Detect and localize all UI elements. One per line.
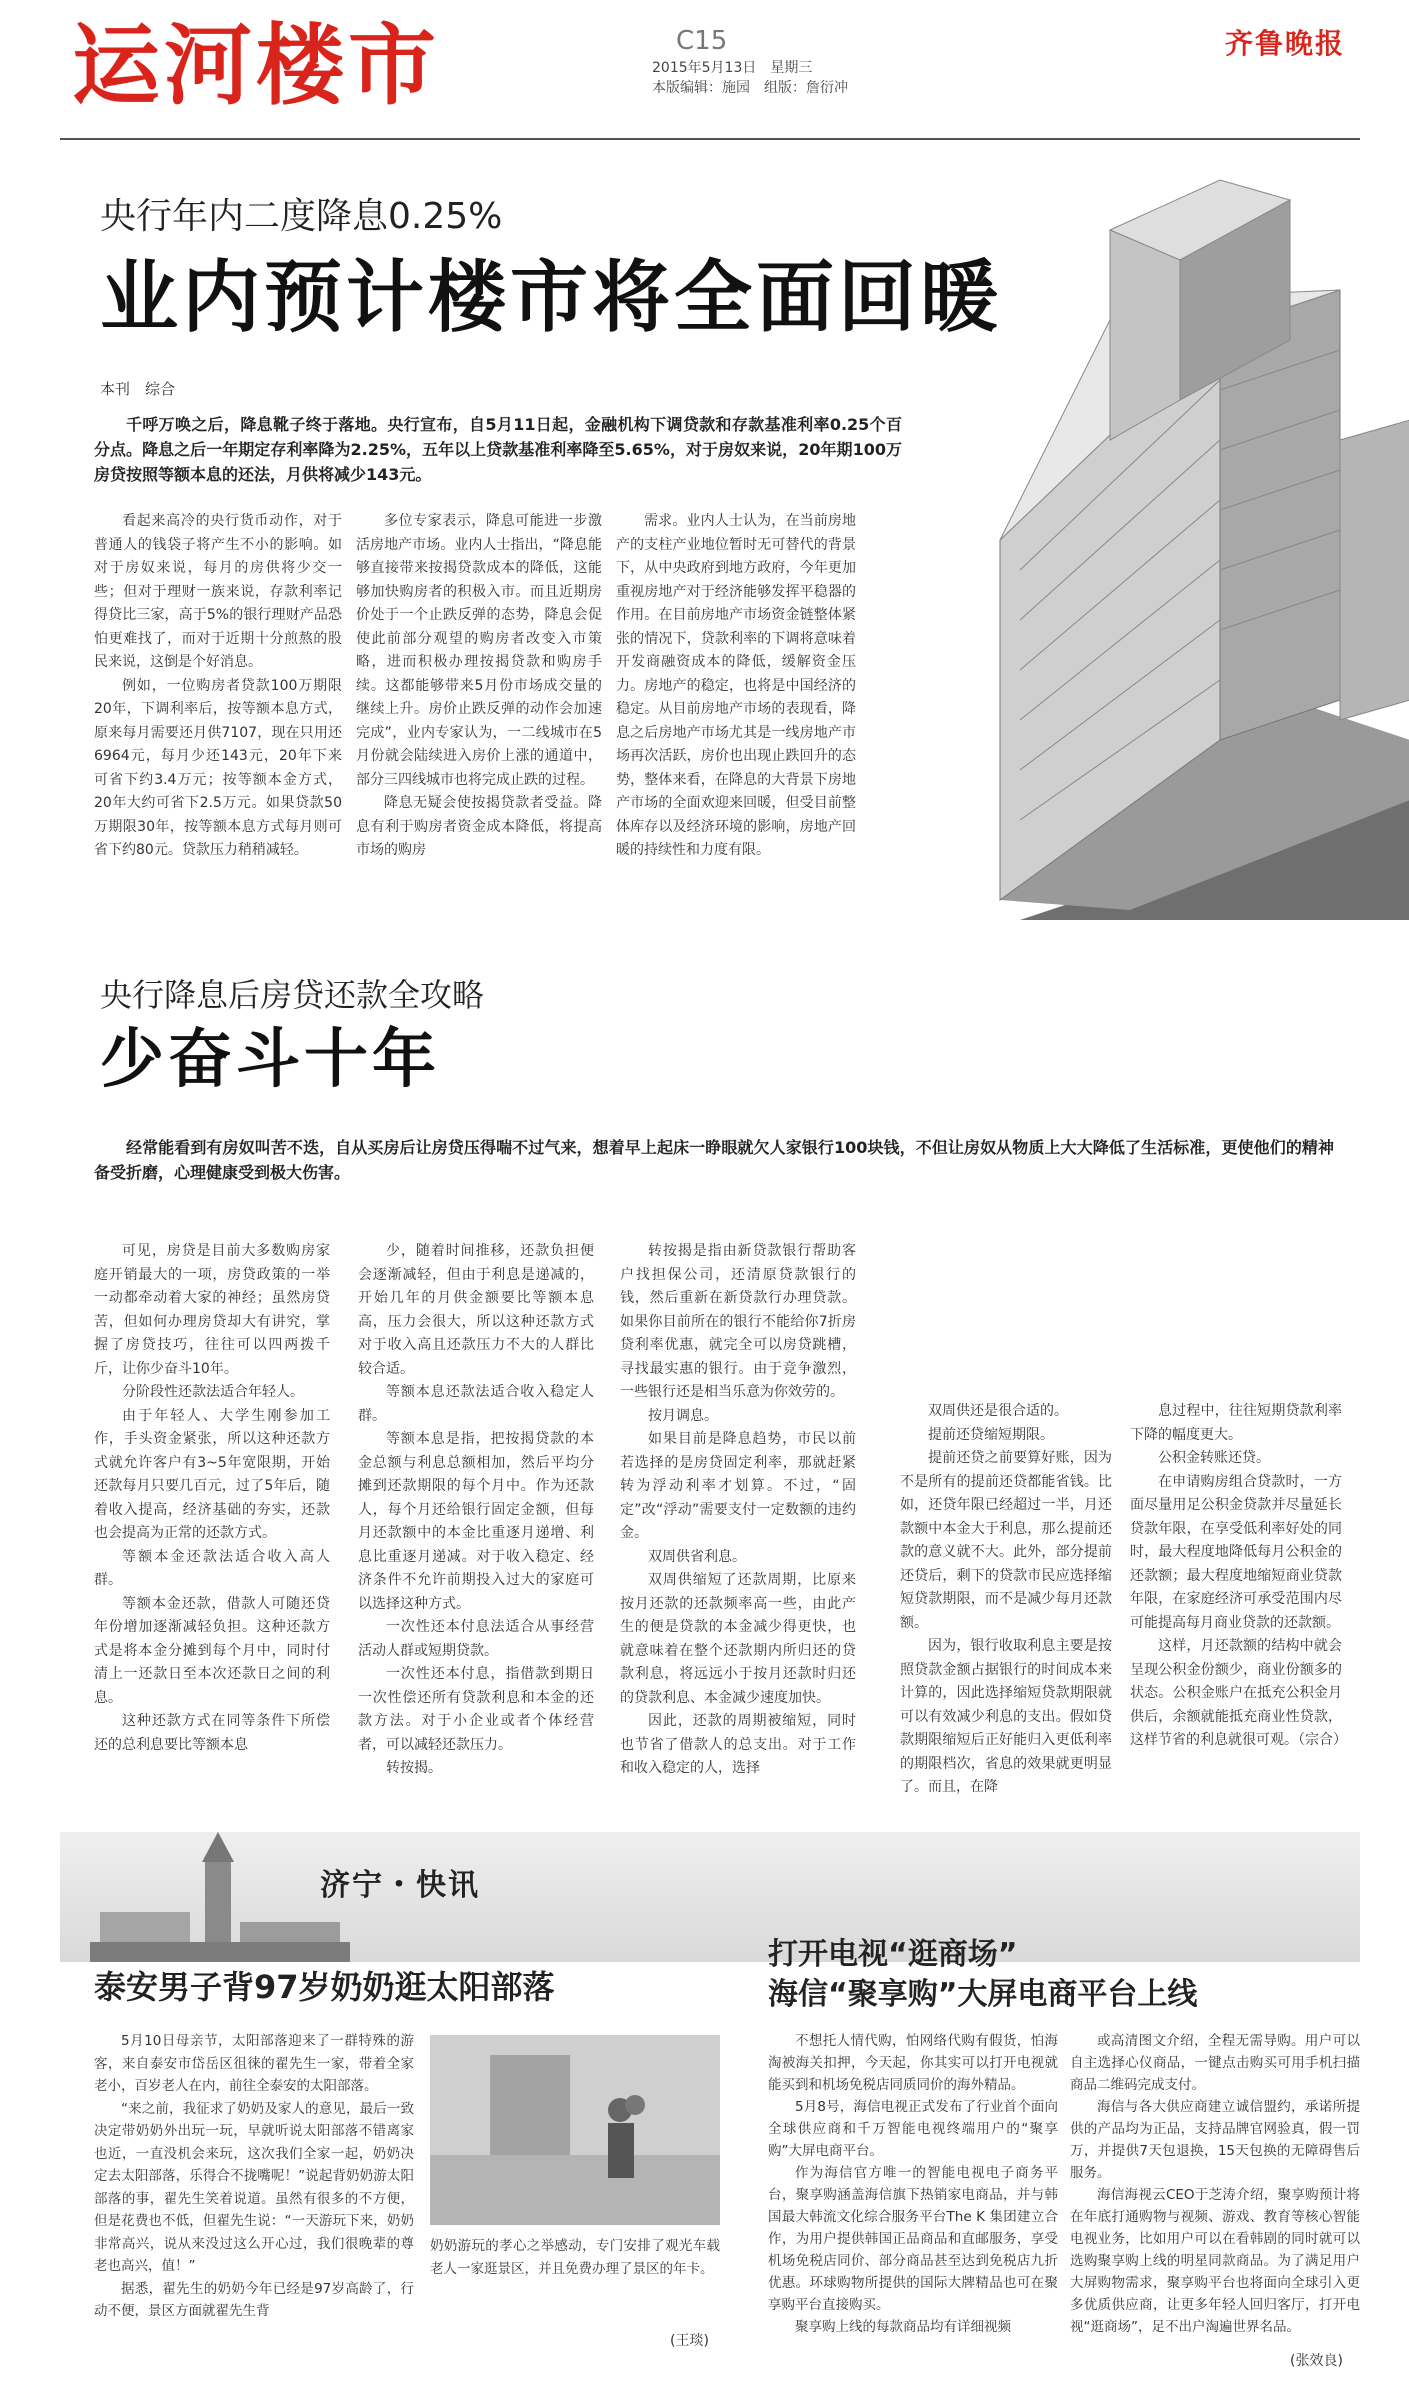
paragraph: 双周供省利息。: [648, 1548, 746, 1565]
article1-lead: 千呼万唤之后，降息靴子终于落地。央行宣布，自5月11日起，金融机构下调贷款和存款基准利率0.25个百分点。降息之后一年期定存利率降为2.25%，五年以上贷款基准利率降至5.65%，对于房奴来说，20年期100万房贷按照等额本息的还法，月供将减少143元。: [94, 415, 902, 484]
paragraph: 需求。业内人士认为，在当前房地产的支柱产业地位暂时无可替代的背景下，从中央政府到地方政府，今年更加重视房地产对于经济能够发挥平稳器的作用。在目前房地产市场资金链整体紧张的情况下，贷款利率的下调将意味着开发商融资成本的降低，缓解资金压力。房地产的稳定，也将是中国经济的稳定。从目前房地产市场的表现看，降息之后房地产市场尤其是一线房地产市场再次活跃，房价也出现止跌回升的态势，整体来看，在降息的大背景下房地产市场的全面欢迎来回暖，但受目前整体库存以及经济环境的影响，房地产回暖的持续性和力度有限。: [616, 513, 856, 858]
paragraph: 5月8号，海信电视正式发布了行业首个面向全球供应商和千万智能电视终端用户的“聚享购”大屏电商平台。: [768, 2099, 1058, 2159]
paragraph: 或高清图文介绍，全程无需导购。用户可以自主选择心仪商品，一键点击购买可用手机扫描商品二维码完成支付。: [1070, 2033, 1360, 2093]
paragraph: 转按揭。: [386, 1760, 442, 1776]
paragraph: 双周供缩短了还款周期，比原来按月还款的还款频率高一些，由此产生的便是贷款的本金减少得更快，也就意味着在整个还款期内所归还的贷款利息，将远远小于按月还款时归还的贷款利息、本金减少速度加快。: [620, 1572, 856, 1706]
article2-column-1: [94, 1240, 330, 1757]
paragraph: 等额本金还款，借款人可随还贷年份增加逐渐减轻负担。这种还款方式是将本金分摊到每个月中，同时付清上一还款日至本次还款日之间的利息。: [94, 1595, 330, 1706]
paragraph: 因为，银行收取利息主要是按照贷款金额占据银行的时间成本来计算的，因此选择缩短贷款期限就可以有效减少利息的支出。假如贷款期限缩短后正好能归入更低利率的期限档次，省息的效果就更明显了。而且，在降: [900, 1638, 1112, 1795]
article2-headline: 少奋斗十年: [100, 1023, 440, 1097]
paragraph: 等额本息是指，把按揭贷款的本金总额与利息总额相加，然后平均分摊到还款期限的每个月中。作为还款人，每个月还给银行固定金额，但每月还款额中的本金比重逐月递增、利息比重逐月递减。对于收入稳定、经济条件不允许前期投入过大的家庭可以选择这种方式。: [358, 1431, 594, 1612]
article4-headline-line1: 打开电视“逛商场”: [768, 1937, 1018, 1972]
article1-byline: 本刊 综合: [100, 380, 176, 398]
article4-headline: [768, 1935, 1197, 2015]
paragraph: 看起来高冷的央行货币动作，对于普通人的钱袋子将产生不小的影响。如对于房奴来说，每月的房供将少交一些；但对于理财一族来说，存款利率记得贷比三家，高于5%的银行理财产品恐怕更难找了，而对于近期十分煎熬的股民来说，这倒是个好消息。: [94, 513, 342, 670]
article1-column-3: [616, 510, 856, 863]
article3-credit: (王琰): [670, 2333, 709, 2349]
city-skyline-image: [90, 1832, 350, 1962]
paragraph: 少，随着时间推移，还款负担便会逐渐减轻，但由于利息是递减的，开始几年的月供金额要比等额本息高，压力会很大，所以这种还款方式对于收入高且还款压力不大的人群比较合适。: [358, 1243, 594, 1377]
article1-headline: 业内预计楼市将全面回暖: [100, 253, 1003, 343]
paragraph: 息过程中，往往短期贷款利率下降的幅度更大。: [1130, 1403, 1342, 1443]
issue-date: 2015年5月13日 星期三: [652, 60, 813, 76]
article4-credit: (张效良): [1290, 2353, 1343, 2369]
article4-column-2: [1070, 2030, 1360, 2338]
paragraph: 分阶段性还款法适合年轻人。: [122, 1384, 304, 1400]
paragraph: 聚享购上线的每款商品均有详细视频: [795, 2319, 1011, 2335]
article1-column-2: [356, 510, 602, 863]
paragraph: 这种还款方式在同等条件下所偿还的总利息要比等额本息: [94, 1713, 330, 1753]
newspaper-brand: 齐鲁晚报: [1225, 27, 1346, 60]
article1-kicker: 央行年内二度降息0.25%: [100, 196, 503, 237]
article3-caption: 奶奶游玩的孝心之举感动，专门安排了观光车载老人一家逛景区，并且免费办理了景区的年卡。: [430, 2238, 720, 2277]
paragraph: 例如，一位购房者贷款100万期限20年，下调利率后，按等额本息方式，原来每月需要还月供7107，现在只用还6964元，每月少还143元，20年下来可省下约3.4万元；按等额本金方式，20年大约可省下2.5万元。如果贷款50万期限30年，按等额本息方式每月则可省下约80元。贷款压力稍稍减轻。: [94, 677, 342, 858]
article2-kicker: 央行降息后房贷还款全攻略: [100, 976, 485, 1014]
paragraph: 一次性还本付息，指借款到期日一次性偿还所有贷款利息和本金的还款方法。对于小企业或者个体经营者，可以减轻还款压力。: [358, 1666, 594, 1753]
paragraph: 海信与各大供应商建立诚信盟约，承诺所提供的产品均为正品，支持品牌官网验真，假一罚万，并提供7天包退换，15天包换的无障碍售后服务。: [1070, 2099, 1360, 2181]
paragraph: 一次性还本付息法适合从事经营活动人群或短期贷款。: [358, 1619, 594, 1659]
paragraph: 双周供还是很合适的。: [928, 1403, 1068, 1419]
article2-column-4: [900, 1400, 1112, 1800]
paragraph: 由于年轻人、大学生刚参加工作，手头资金紧张，所以这种还款方式就允许客户有3~5年宽限期，开始还款每月只要几百元，过了5年后，随着收入提高，经济基础的夯实，还款也会提高为正常的还款方式。: [94, 1407, 330, 1541]
section-label: 济宁・快讯: [320, 1868, 480, 1903]
article2-column-5: [1130, 1400, 1347, 1753]
article4-column-1: [768, 2030, 1058, 2338]
paragraph: 按月调息。: [648, 1407, 718, 1424]
paragraph: 等额本息还款法适合收入稳定人群。: [358, 1384, 594, 1424]
page-number: C15: [676, 26, 728, 56]
paragraph: 提前还贷之前要算好账，因为不是所有的提前还贷都能省钱。比如，还贷年限已经超过一半，月还款额中本金大于利息，那么提前还款的意义就不大。此外，部分提前还贷后，剩下的贷款市民应选择缩短贷款期限，而不是减少每月还款额。: [900, 1450, 1112, 1631]
paragraph: 海信海视云CEO于芝涛介绍，聚享购预计将在年底打通购物与视频、游戏、教育等核心智能电视业务，比如用户可以在看韩剧的同时就可以选购聚享购上线的明星同款商品。为了满足用户大屏购物需求，聚享购平台也将面向全球引入更多优质供应商，让更多年轻人回归客厅，打开电视“逛商场”，足不出户淘遍世界名品。: [1070, 2187, 1360, 2335]
paragraph: 降息无疑会使按揭贷款者受益。降息有利于购房者资金成本降低，将提高市场的购房: [356, 795, 602, 858]
article1-column-1: [94, 510, 342, 863]
paragraph: 在申请购房组合贷款时，一方面尽量用足公积金贷款并尽量延长贷款年限，在享受低利率好处的同时，最大程度地降低每月公积金的还款额；最大程度地缩短商业贷款年限，在家庭经济可承受范围内尽可能提高每月商业贷款的还款额。: [1130, 1473, 1342, 1631]
paragraph: 5月10日母亲节，太阳部落迎来了一群特殊的游客，来自泰安市岱岳区徂徕的翟先生一家，带着全家老小，百岁老人在内，前往全泰安的太阳部落。: [94, 2033, 414, 2094]
article2-column-3: [620, 1240, 856, 1781]
issue-meta: [652, 58, 848, 98]
paragraph: 不想托人情代购，怕网络代购有假货，怕海淘被海关扣押，今天起，你其实可以打开电视就能买到和机场免税店同质同价的海外精品。: [768, 2033, 1058, 2093]
grandmother-trip-photo: [430, 2035, 720, 2225]
article3-column-1: [94, 2030, 414, 2323]
paragraph: 可见，房贷是目前大多数购房家庭开销最大的一项，房贷政策的一举一动都牵动着大家的神经；虽然房贷苦，但如何办理房贷却大有讲究，掌握了房贷技巧，往往可以四两拨千斤，让你少奋斗10年。: [94, 1243, 330, 1377]
article2-lead: 经常能看到有房奴叫苦不迭，自从买房后让房贷压得喘不过气来，想着早上起床一睁眼就欠人家银行100块钱，不但让房奴从物质上大大降低了生活标准，更使他们的精神备受折磨，心理健康受到极大伤害。: [94, 1138, 1334, 1182]
paragraph: 转按揭是指由新贷款银行帮助客户找担保公司，还清原贷款银行的钱，然后重新在新贷款行办理贷款。如果你目前所在的银行不能给你7折房贷利率优惠，就完全可以房贷跳槽，寻找最实惠的银行。由于竞争激烈，一些银行还是相当乐意为你效劳的。: [620, 1243, 856, 1400]
paragraph: 等额本金还款法适合收入高人群。: [94, 1548, 330, 1588]
article2-column-2: [358, 1240, 594, 1781]
paragraph: 因此，还款的周期被缩短，同时也节省了借款人的总支出。对于工作和收入稳定的人，选择: [620, 1713, 856, 1776]
article3-headline: 泰安男子背97岁奶奶逛太阳部落: [94, 1968, 555, 2006]
article4-headline-line2: 海信“聚享购”大屏电商平台上线: [768, 1977, 1198, 2012]
paragraph: 这样，月还款额的结构中就会呈现公积金份额少，商业份额多的状态。公积金账户在抵充公积金月供后，余额就能抵充商业性贷款，这样节省的利息就很可观。（宗合）: [1130, 1638, 1347, 1748]
paragraph: 据悉，翟先生的奶奶今年已经是97岁高龄了，行动不便，景区方面就翟先生背: [94, 2280, 414, 2319]
building-illustration: [960, 140, 1409, 920]
paragraph: 多位专家表示，降息可能进一步激活房地产市场。业内人士指出，“降息能够直接带来按揭贷款成本的降低，这能够加快购房者的积极入市。而且近期房价处于一个止跌反弹的态势，降息会促使此前部分观望的购房者改变入市策略，进而积极办理按揭贷款和购房手续。这都能够带来5月份市场成交量的继续上升。房价止跌反弹的动作会加速完成”，业内专家认为，一二线城市在5月份就会陆续进入房价上涨的通道中，部分三四线城市也将完成止跌的过程。: [356, 513, 602, 788]
paragraph: 如果目前是降息趋势，市民以前若选择的是房贷固定利率，那就赶紧转为浮动利率才划算。不过，“固定”改“浮动”需要支付一定数额的违约金。: [620, 1431, 856, 1541]
issue-editors: 本版编辑：施园 组版：詹衍冲: [652, 80, 848, 96]
paragraph: 提前还贷缩短期限。: [928, 1426, 1054, 1443]
paragraph: “来之前，我征求了奶奶及家人的意见，最后一致决定带奶奶外出玩一玩，早就听说太阳部落不错离家也近，一直没机会来玩，这次我们全家一起，奶奶决定去太阳部落，乐得合不拢嘴呢！”说起背奶奶游太阳部落的事，翟先生笑着说道。虽然有很多的不方便，但是花费也不低，但翟先生说：“一天游玩下来，奶奶非常高兴，说从来没过这么开心过，我们很晚辈的尊老也高兴，值！”: [94, 2100, 414, 2274]
paragraph: 作为海信官方唯一的智能电视电子商务平台，聚享购涵盖海信旗下热销家电商品，并与韩国最大韩流文化综合服务平台The K 集团建立合作，为用户提供韩国正品商品和直邮服务，享受机场免税店同价、部分商品甚至达到免税店九折优惠。环球购物所提供的国际大牌精品也可在聚享购平台直接购买。: [768, 2165, 1058, 2313]
paragraph: 公积金转账还贷。: [1158, 1450, 1270, 1466]
masthead-title: 运河楼市: [72, 14, 441, 117]
